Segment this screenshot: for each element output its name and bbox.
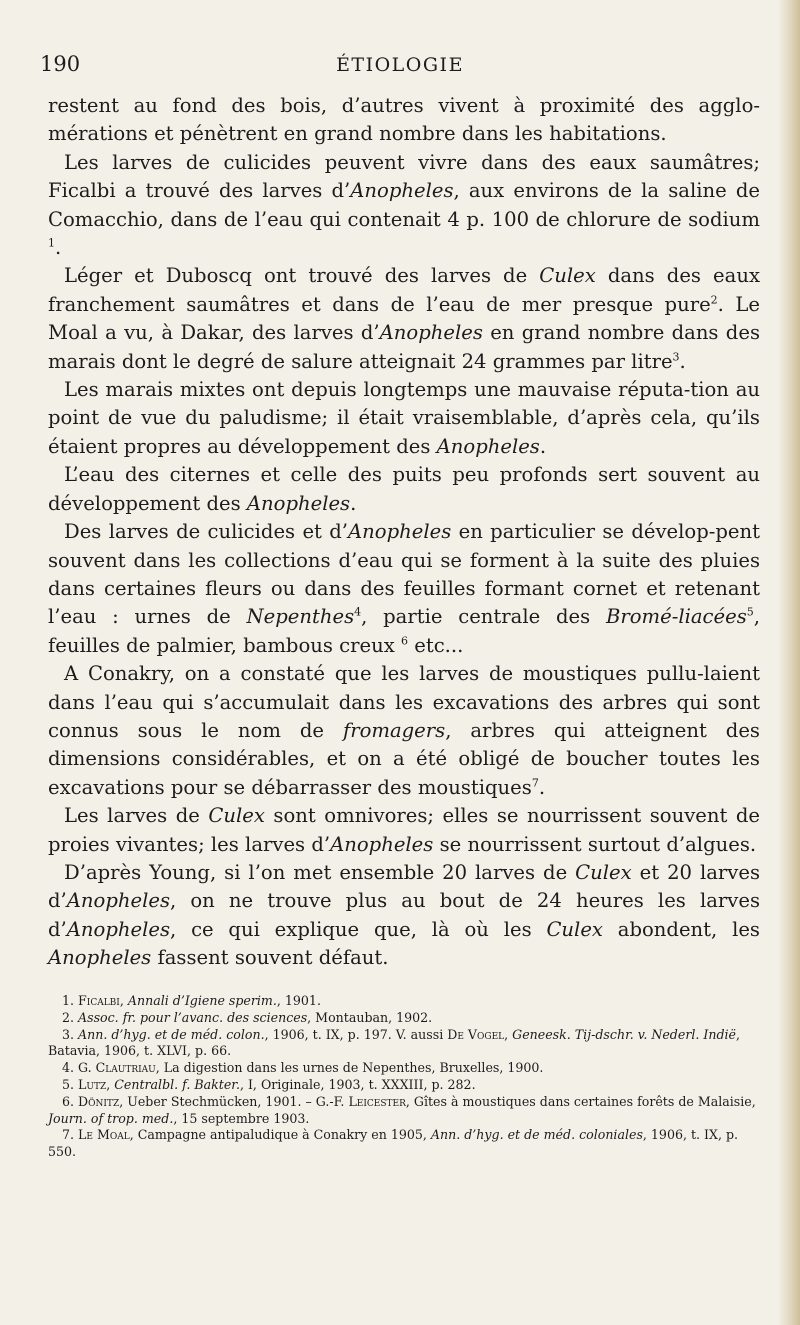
text-run: . xyxy=(538,775,546,799)
footnote xyxy=(48,1027,760,1061)
italic-text: Anopheles xyxy=(66,889,171,913)
paragraph xyxy=(48,660,760,802)
text-run: , xyxy=(119,993,128,1008)
text-run: dans des eaux franchement saumâtres et dans de l’eau de mer presque pure xyxy=(48,264,760,316)
text-run: se nourrissent surtout d’algues. xyxy=(433,832,757,856)
author-name: Leicester xyxy=(348,1093,406,1109)
text-run: Les marais mixtes ont depuis longtemps une mauvaise réputa-tion au point de vue du paludisme; il était vraisemblable, d’après cela, qu’ils étaient propres au développement des xyxy=(48,378,760,458)
text-run: , arbres qui atteignent des dimensions considérables, et on a été obligé de boucher toutes les excavations pour se débarrasser des moustiques xyxy=(48,718,760,799)
text-run: , 1906, t. IX, p. 197. V. aussi xyxy=(264,1026,448,1042)
text-run: Des larves de culicides et d’ xyxy=(64,520,349,544)
text-run: 5. xyxy=(62,1076,79,1092)
text-run: 6. xyxy=(62,1093,79,1109)
text-run: abondent, les xyxy=(602,917,760,941)
author-name: Clautriau xyxy=(95,1060,156,1076)
text-run: . xyxy=(539,434,547,458)
italic-text: Culex xyxy=(575,860,632,884)
italic-text: Assoc. fr. pour l’avanc. des sciences xyxy=(78,1009,308,1025)
paragraph xyxy=(48,518,760,660)
author-name: Dönitz xyxy=(78,1093,120,1109)
text-run: , 1901. xyxy=(276,993,321,1008)
italic-text: Journ. of trop. med. xyxy=(48,1110,174,1126)
text-run: , xyxy=(106,1076,115,1092)
italic-text: Geneesk. Tij-dschr. v. Nederl. Indië xyxy=(512,1026,737,1042)
text-run: restent au fond des bois, d’autres vivent à proximité des agglo-mérations et pénètrent en grand nombre dans les habitations. xyxy=(48,94,760,146)
text-run: et 20 larves d’ xyxy=(48,860,761,913)
italic-text: Bromé-liacées xyxy=(605,605,747,629)
text-run: en particulier se dévelop-pent souvent dans les collections d’eau qui se forment à la suite des pluies dans certaines fleurs ou dans des feuilles formant cornet et retenant l’eau : urnes de xyxy=(48,520,760,629)
footnote xyxy=(48,1010,760,1027)
text-run: . xyxy=(55,236,62,260)
running-title: ÉTIOLOGIE xyxy=(336,54,464,76)
text-run: fassent souvent défaut. xyxy=(151,946,389,970)
text-run: en grand nombre dans des marais dont le degré de salure atteignait 24 grammes par litre xyxy=(48,321,760,373)
paragraph xyxy=(48,149,760,263)
italic-text: Anopheles xyxy=(48,946,152,970)
text-run: , on ne trouve plus au bout de 24 heures les larves d’ xyxy=(48,889,760,941)
text-run: 3. xyxy=(62,1026,79,1042)
text-run: . xyxy=(679,349,686,373)
author-name: Ficalbi xyxy=(78,993,120,1008)
body-text xyxy=(48,92,760,973)
italic-text: Anopheles xyxy=(246,491,351,515)
text-run: 7. xyxy=(62,1127,79,1143)
paragraph xyxy=(48,859,760,973)
text-run: A Conakry, on a constaté que les larves de moustiques pullu-laient dans l’eau qui s’accumulait dans les excavations des arbres qui sont connus sous le nom de xyxy=(48,662,760,742)
footnote xyxy=(48,1127,760,1161)
footnote xyxy=(48,1094,760,1128)
page-edge-shadow xyxy=(778,0,800,1325)
text-run: , feuilles de palmier, bambous creux xyxy=(48,605,760,657)
text-run: , ce qui explique que, là où les xyxy=(170,917,547,941)
italic-text: Culex xyxy=(208,804,265,828)
text-run: Les larves de culicides peuvent vivre dans des eaux saumâtres; Ficalbi a trouvé des larves d’ xyxy=(48,150,760,203)
text-run: etc... xyxy=(408,633,464,657)
footnote-ref: 4 xyxy=(354,605,362,619)
paragraph xyxy=(48,802,760,859)
text-run: , 1906, t. IX, p. 550. xyxy=(48,1127,739,1160)
footnote-ref: 5 xyxy=(746,605,754,619)
text-run: , partie centrale des xyxy=(361,605,606,629)
text-run: , 15 septembre 1903. xyxy=(173,1110,310,1126)
text-run: 1. xyxy=(62,993,79,1008)
author-name: Lutz xyxy=(78,1076,107,1092)
text-run: , Gîtes à moustiques dans certaines forêts de Malaisie, xyxy=(405,1093,756,1109)
text-run: , I, Originale, 1903, t. XXXIII, p. 282. xyxy=(239,1076,476,1092)
italic-text: Nepenthes xyxy=(246,605,355,629)
italic-text: Anopheles xyxy=(350,179,454,203)
footnote-ref: 7 xyxy=(531,776,539,790)
text-run: 4. G. xyxy=(62,1060,96,1076)
text-run: , Ueber Stechmücken, 1901. – G.-F. xyxy=(119,1093,349,1109)
text-run: L’eau des citernes et celle des puits peu profonds sert souvent au développement des xyxy=(48,463,760,515)
footnote-ref: 2 xyxy=(710,293,718,307)
text-run: sont omnivores; elles se nourrissent souvent de proies vivantes; les larves d’ xyxy=(48,804,760,856)
italic-text: Culex xyxy=(546,917,603,941)
paragraph xyxy=(48,262,760,376)
page-number: 190 xyxy=(40,52,81,76)
footnote-ref: 6 xyxy=(401,634,408,648)
paragraph xyxy=(48,92,760,149)
footnote-ref: 1 xyxy=(48,236,55,250)
footnote xyxy=(48,1077,760,1094)
italic-text: Ann. d’hyg. et de méd. coloniales xyxy=(430,1127,643,1143)
italic-text: Anopheles xyxy=(330,832,434,856)
page-header xyxy=(40,52,760,82)
paragraph xyxy=(48,376,760,461)
italic-text: Centralbl. f. Bakter. xyxy=(114,1076,240,1092)
text-run: Les larves de xyxy=(64,804,209,828)
author-name: De Vogel xyxy=(447,1026,505,1042)
text-run: , La digestion dans les urnes de Nepenthes, Bruxelles, 1900. xyxy=(155,1060,544,1076)
italic-text: Culex xyxy=(539,264,596,288)
footnote xyxy=(48,993,760,1010)
text-run: 2. xyxy=(62,1009,79,1025)
italic-text: Annali d’Igiene sperim. xyxy=(127,993,277,1008)
italic-text: Anopheles xyxy=(348,520,452,544)
footnote xyxy=(48,1060,760,1077)
footnote-ref: 3 xyxy=(672,350,680,364)
italic-text: Anopheles xyxy=(436,434,540,458)
footnotes xyxy=(48,993,760,1161)
text-run: , xyxy=(504,1026,513,1042)
text-run: , Batavia, 1906, t. XLVI, p. 66. xyxy=(48,1026,741,1059)
text-run: , Montauban, 1902. xyxy=(307,1009,433,1025)
italic-text: Anopheles xyxy=(379,321,483,345)
italic-text: fromagers xyxy=(342,718,446,742)
italic-text: Anopheles xyxy=(66,917,171,941)
text-run: , aux environs de la saline de Comacchio, dans de l’eau qui contenait 4 p. 100 de chlorure de sodium xyxy=(48,179,760,231)
text-run: D’après Young, si l’on met ensemble 20 larves de xyxy=(64,860,576,884)
text-run: , Campagne antipaludique à Conakry en 1905, xyxy=(129,1127,431,1143)
paragraph xyxy=(48,461,760,518)
text-run: . xyxy=(350,491,357,515)
author-name: Le Moal xyxy=(78,1127,130,1143)
italic-text: Ann. d’hyg. et de méd. colon. xyxy=(78,1026,265,1042)
text-run: . Le Moal a vu, à Dakar, des larves d’ xyxy=(48,292,760,345)
text-run: Léger et Duboscq ont trouvé des larves de xyxy=(64,264,540,288)
